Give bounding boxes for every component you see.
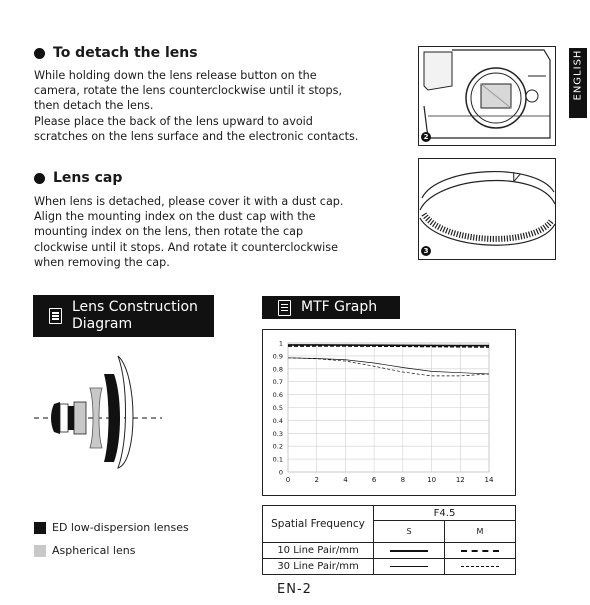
legend-label-aspherical: Aspherical lens — [52, 544, 136, 557]
lens-cap-line: Align the mounting index on the dust cap with the — [34, 210, 316, 224]
figure-number-badge — [421, 132, 431, 142]
lens-construction-title-line1: Lens Construction — [72, 299, 198, 315]
y-tick-label: 0.1 — [272, 455, 283, 464]
x-tick-label: 12 — [455, 476, 465, 484]
detach-text — [34, 68, 404, 144]
detach-heading-text: To detach the lens — [53, 45, 198, 61]
lens-construction-diagram — [34, 350, 164, 470]
lens-construction-banner — [33, 295, 214, 337]
mtf-chart-svg — [263, 330, 515, 495]
spatial-frequency-header: Spatial Frequency — [263, 506, 374, 543]
dust-cap-illustration — [418, 158, 556, 260]
mtf-banner — [262, 296, 400, 319]
y-tick-label: 0.6 — [272, 391, 283, 400]
mtf-chart — [262, 329, 516, 496]
detach-line: scratches on the lens surface and the electronic contacts. — [34, 129, 359, 143]
y-tick-label: 0.4 — [272, 416, 283, 425]
y-tick-label: 0.9 — [272, 352, 283, 361]
lens-cap-heading — [34, 170, 122, 186]
detach-line: then detach the lens. — [34, 99, 154, 113]
detach-heading — [34, 45, 198, 61]
x-tick-label: 4 — [343, 476, 348, 484]
lens-legend — [34, 521, 189, 557]
language-tab — [569, 48, 587, 118]
line-sample-10m — [445, 543, 516, 559]
lens-cap-line: when removing the cap. — [34, 255, 170, 269]
y-tick-label: 0.5 — [272, 404, 283, 412]
x-tick-label: 8 — [400, 476, 406, 484]
x-tick-label: 14 — [484, 476, 494, 484]
lens-cap-text — [34, 194, 404, 270]
legend-item-ed — [34, 521, 189, 534]
lens-construction-title — [72, 299, 198, 333]
legend-label-ed: ED low-dispersion lenses — [52, 521, 189, 534]
legend-swatch-ed — [34, 522, 46, 534]
spatial-frequency-table — [262, 505, 516, 575]
y-tick-label: 0.2 — [272, 442, 283, 451]
row-10lp-label: 10 Line Pair/mm — [263, 543, 374, 559]
line-sample-30m — [445, 559, 516, 575]
legend-item-aspherical — [34, 544, 189, 557]
x-tick-label: 10 — [427, 476, 437, 484]
page-number: EN-2 — [277, 582, 312, 597]
mtf-title: MTF Graph — [301, 299, 378, 315]
col-m-header: M — [445, 521, 516, 543]
y-tick-label: 0 — [278, 468, 283, 477]
y-tick-label: 1 — [278, 339, 283, 348]
svg-text:V: V — [508, 169, 522, 186]
y-tick-label: 0.8 — [272, 365, 283, 374]
figure-number-badge — [421, 246, 431, 256]
x-tick-label: 6 — [371, 476, 377, 484]
detach-line: camera, rotate the lens counterclockwise until it stops, — [34, 84, 342, 98]
col-s-header: S — [374, 521, 445, 543]
x-tick-label: 0 — [285, 476, 291, 484]
y-tick-label: 0.3 — [272, 429, 283, 438]
detach-line: While holding down the lens release button on the — [34, 69, 317, 82]
document-icon — [49, 308, 62, 324]
lens-cap-line: mounting index on the lens, then rotate the cap — [34, 225, 304, 239]
figure-number: 2 — [423, 133, 429, 141]
detach-line: Please place the back of the lens upward to avoid — [34, 114, 313, 128]
line-sample-10s — [374, 543, 445, 559]
lens-cap-line: When lens is detached, please cover it with a dust cap. — [34, 195, 344, 208]
figure-number: 3 — [423, 247, 429, 255]
lens-cap-heading-text: Lens cap — [53, 170, 123, 186]
line-sample-30s — [374, 559, 445, 575]
camera-body-illustration — [418, 46, 556, 146]
y-tick-label: 0.7 — [272, 378, 283, 387]
bullet-icon — [34, 48, 45, 59]
aperture-header: F4.5 — [374, 506, 516, 521]
document-icon — [278, 300, 291, 316]
row-30lp-label: 30 Line Pair/mm — [263, 559, 374, 575]
lens-construction-title-line2: Diagram — [72, 316, 133, 332]
legend-swatch-aspherical — [34, 545, 46, 557]
x-tick-label: 2 — [314, 476, 319, 484]
lens-cap-line: clockwise until it stops. And rotate it counterclockwise — [34, 240, 338, 254]
language-tab-label: ENGLISH — [572, 49, 584, 101]
bullet-icon — [34, 173, 45, 184]
